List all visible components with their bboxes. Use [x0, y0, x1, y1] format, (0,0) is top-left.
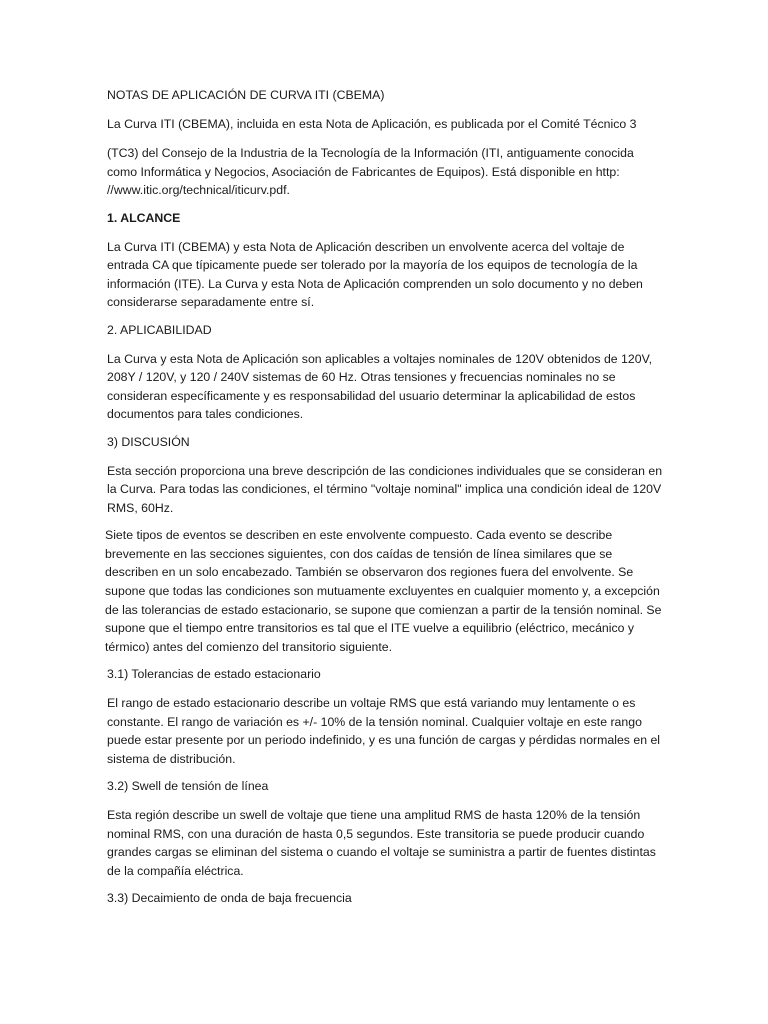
section-heading-discusion: 3) DISCUSIÓN [107, 434, 190, 449]
section-body-discusion-2: Siete tipos de eventos se describen en este envolvente compuesto. Cada evento se describe brevemente en las secciones siguientes, con dos caídas de tensión de línea similares que se describen en un solo encabezado. También se observaron dos regiones fuera del envolvente. Se supone que todas las condiciones son mutuamente excluyentes en cualquier momento y, a excepción de las tolerancias de estado estacionario, se supone que comienzan a partir de la tensión nominal. Se supone que el tiempo entre transitorios es tal que el ITE vuelve a equilibrio (eléctrico, mecánico y térmico) antes del comienzo del transitorio siguiente. [105, 528, 662, 654]
section-body-discusion-1: Esta sección proporciona una breve descripción de las condiciones individuales que se consideran en la Curva. Para todas las condiciones, el término "voltaje nominal" implica una condición ideal de 120V RMS, 60Hz. [107, 463, 663, 515]
intro-paragraph-2: (TC3) del Consejo de la Industria de la Tecnología de la Información (ITI, antiguamente conocida como Informática y Negocios, Asociación de Fabricantes de Equipos). Está disponible en http: //www.itic.org/technical/iticurv.pdf. [107, 146, 634, 198]
intro-paragraph-1: La Curva ITI (CBEMA), incluida en esta Nota de Aplicación, es publicada por el Comité Técnico 3 [107, 116, 637, 131]
section-heading-swell: 3.2) Swell de tensión de línea [107, 779, 269, 794]
section-heading-aplicabilidad: 2. APLICABILIDAD [107, 322, 212, 337]
section-body-estado-estacionario: El rango de estado estacionario describe un voltaje RMS que está variando muy lentamente o es constante. El rango de variación es +/- 10% de la tensión nominal. Cualquier voltaje en este rango puede estar presente por un periodo indefinido, y es una función de cargas y pérdidas normales en el sistema de distribución. [107, 696, 661, 766]
section-heading-decaimiento: 3.3) Decaimiento de onda de baja frecuencia [107, 891, 352, 906]
section-heading-alcance: 1. ALCANCE [107, 210, 181, 225]
section-body-aplicabilidad: La Curva y esta Nota de Aplicación son aplicables a voltajes nominales de 120V obtenidos de 120V, 208Y / 120V, y 120 / 240V sistemas de 60 Hz. Otras tensiones y frecuencias nominales no se consideran específicamente y es responsabilidad del usuario determinar la aplicabilidad de estos documentos para tales condiciones. [107, 351, 653, 422]
document-title: NOTAS DE APLICACIÓN DE CURVA ITI (CBEMA) [107, 88, 385, 102]
section-body-alcance: La Curva ITI (CBEMA) y esta Nota de Aplicación describen un envolvente acerca del voltaje de entrada CA que típicamente puede ser tolerado por la mayoría de los equipos de tecnología de la información (ITE). La Curva y esta Nota de Aplicación comprenden un solo documento y no deben considerarse separadamente entre sí. [107, 239, 643, 310]
document-page [107, 86, 667, 918]
section-body-swell: Esta región describe un swell de voltaje que tiene una amplitud RMS de hasta 120% de la tensión nominal RMS, con una duración de hasta 0,5 segundos. Este transitoria se puede producir cuando grandes cargas se eliminan del sistema o cuando el voltaje se suministra a partir de fuentes distintas de la compañía eléctrica. [107, 808, 656, 878]
section-heading-estado-estacionario: 3.1) Tolerancias de estado estacionario [107, 667, 321, 682]
